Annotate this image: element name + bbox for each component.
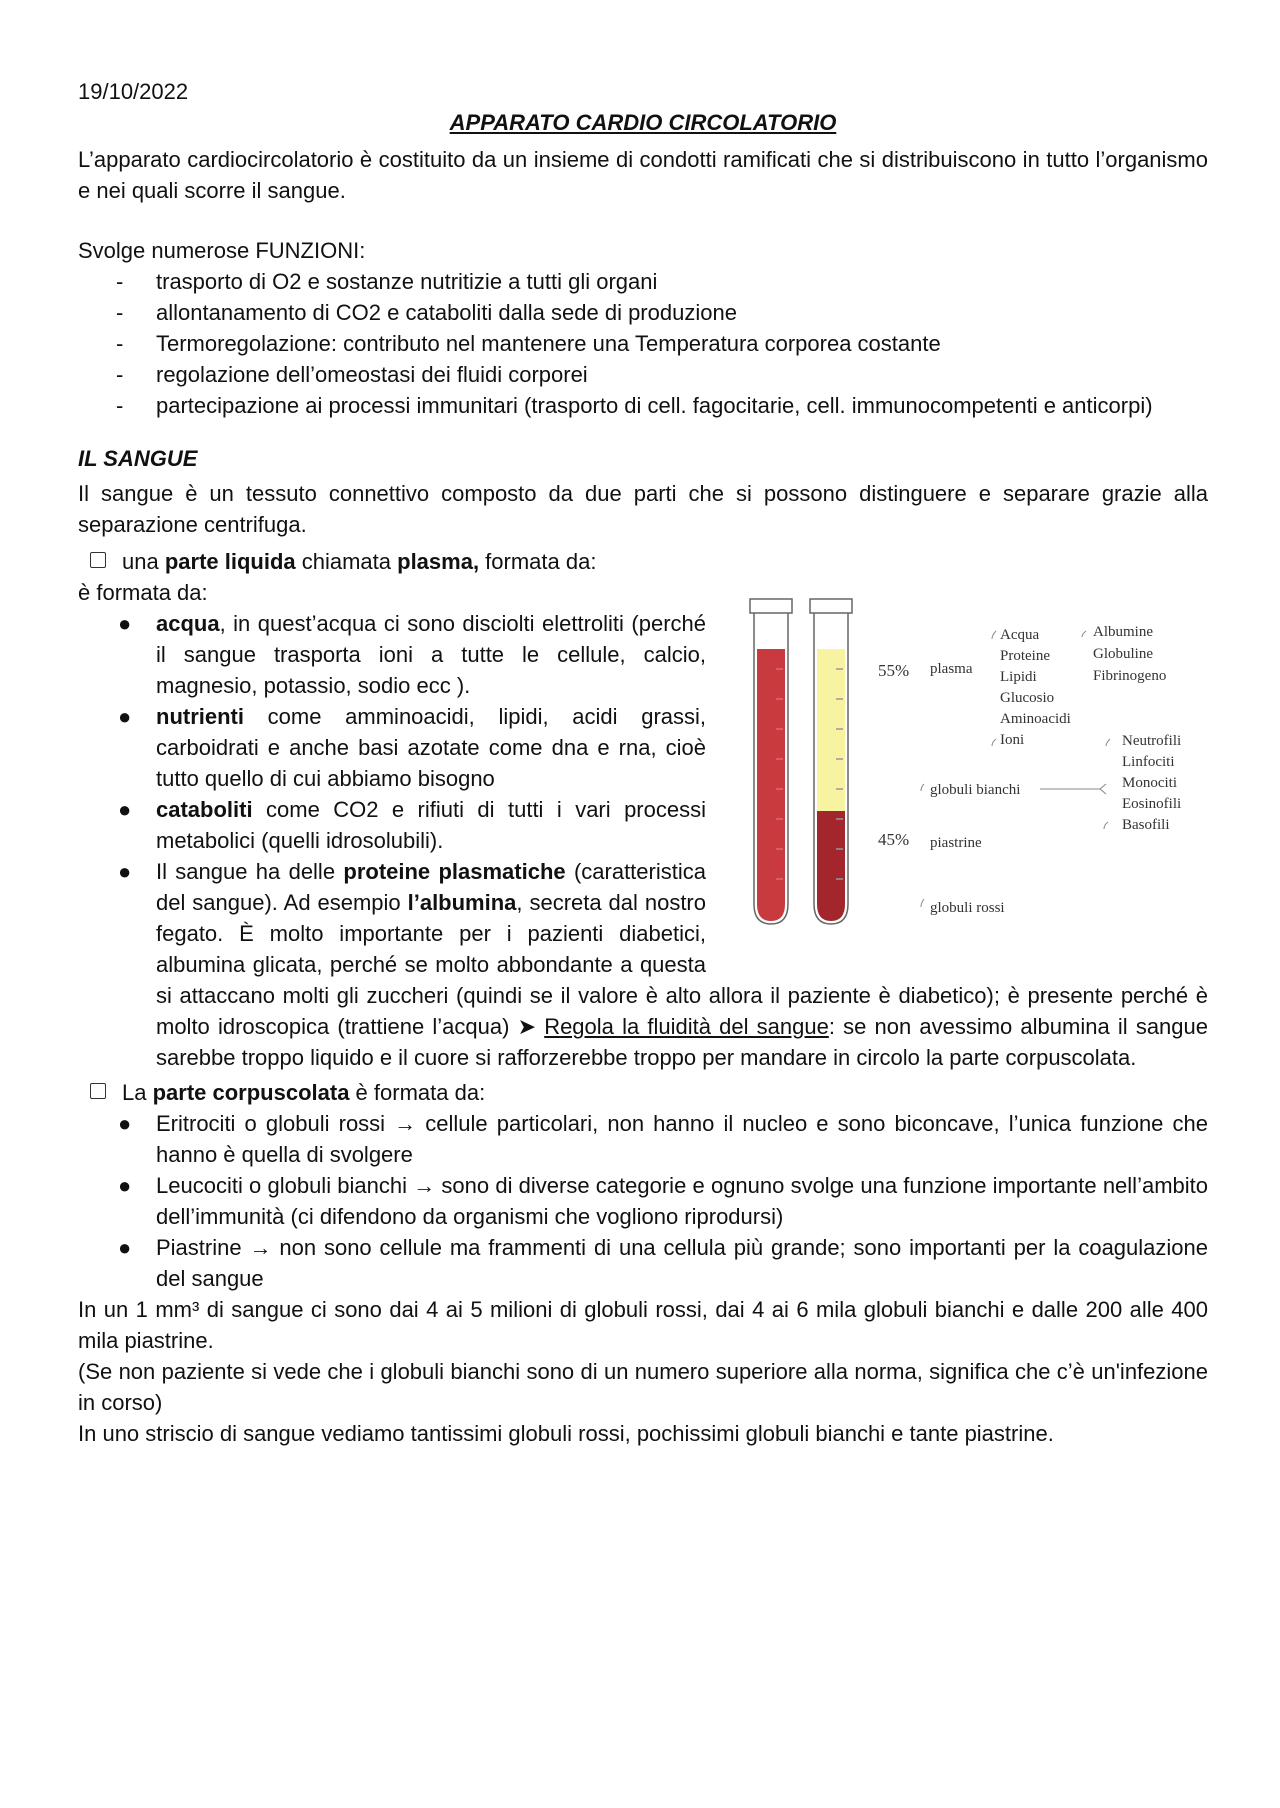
plasma-component: Proteine: [1000, 648, 1050, 664]
test-tube-left: [750, 599, 792, 924]
plasma-list: [78, 608, 706, 856]
protein-label: Fibrinogeno: [1093, 668, 1167, 684]
closing-paragraph: In uno striscio di sangue vediamo tantissimi globuli rossi, pochissimi globuli bianchi e tante piastrine.: [78, 1421, 1054, 1446]
function-item: - regolazione dell’omeostasi dei fluidi corporei: [78, 359, 1208, 390]
function-item: - Termoregolazione: contributo nel mantenere una Temperatura corporea costante: [78, 328, 1208, 359]
plasma-component: Ioni: [1000, 732, 1025, 748]
plasma-fill: [817, 649, 845, 811]
pct-cells: 45%: [878, 830, 910, 849]
corpuscolata-item: ● Eritrociti o globuli rossi → cellule particolari, non hanno il nucleo e sono biconcave, l’unica funzione che hanno è quella di svolgere: [118, 1111, 1208, 1167]
formata-label: è formata da:: [78, 580, 208, 605]
plasma-label: plasma: [930, 661, 973, 677]
blood-fill: [757, 649, 785, 921]
protein-label: Albumine: [1093, 624, 1153, 640]
piastrine-label: piastrine: [930, 835, 982, 851]
intro-paragraph: L’apparato cardiocircolatorio è costituito da un insieme di condotti ramificati che si distribuiscono in tutto l’organismo e nei quali scorre il sangue.: [78, 147, 1208, 203]
corpuscolata-item: ● Leucociti o globuli bianchi → sono di diverse categorie e ognuno svolge una funzione importante nell’ambito dell’immunità (ci difendono da organismi che vogliono riprodursi): [118, 1173, 1208, 1229]
function-item: - allontanamento di CO2 e cataboliti dalla sede di produzione: [78, 297, 1208, 328]
leucocyte-label: Linfociti: [1122, 754, 1175, 770]
document-date: 19/10/2022: [78, 79, 189, 104]
functions-list: [78, 266, 1208, 421]
plasma-item: ● cataboliti come CO2 e rifiuti di tutti i vari processi metabolici (quelli idrosolubili).: [118, 797, 706, 853]
plasma-section: [78, 577, 1208, 1073]
corpuscolata-list: [78, 1108, 1208, 1294]
functions-heading: Svolge numerose FUNZIONI:: [78, 238, 366, 263]
checkbox-icon[interactable]: [90, 552, 106, 568]
checkbox-icon[interactable]: [90, 1083, 106, 1099]
proteine-item: ● Il sangue ha delle proteine plasmatiche (caratteristica del sangue). Ad esempio l’albumina, secreta dal nostro fegato. È molto importante per i pazienti diabetici, albumina glicata, perché se molto abbondante a questa si attaccano molti gli zuccheri (quindi se il valore è alto allora il paziente è diabetico); è presente perché è molto idroscopica (trattiene l’acqua) ➤ Regola la fluidità del sangue: se non avessimo albumina il sangue sarebbe troppo liquido e il cuore si rafforzerebbe troppo per mandare in circolo la parte corpuscolata.: [118, 859, 1208, 1070]
plasma-check-line: una parte liquida chiamata plasma, formata da:: [78, 546, 1208, 577]
leucocyte-label: Monociti: [1122, 775, 1177, 791]
document-title: APPARATO CARDIO CIRCOLATORIO: [449, 110, 837, 135]
closing-paragraph: (Se non paziente si vede che i globuli bianchi sono di un numero superiore alla norma, significa che c’è un'infezione in corso): [78, 1359, 1208, 1415]
plasma-component: Aminoacidi: [1000, 711, 1071, 727]
function-item: - trasporto di O2 e sostanze nutritizie a tutti gli organi: [78, 266, 1208, 297]
corpuscolata-check-line: La parte corpuscolata è formata da:: [78, 1077, 1208, 1108]
leucocyte-label: Neutrofili: [1122, 733, 1182, 749]
corpuscolata-item: ● Piastrine → non sono cellule ma frammenti di una cellula più grande; sono importanti per la coagulazione del sangue: [118, 1235, 1208, 1291]
leucocyte-label: Basofili: [1122, 817, 1170, 833]
section-heading-sangue: IL SANGUE: [78, 446, 198, 471]
cells-fill: [817, 811, 845, 921]
plasma-component: Glucosio: [1000, 690, 1055, 706]
protein-label: Globuline: [1093, 646, 1153, 662]
globuli-bianchi-label: globuli bianchi: [930, 782, 1021, 798]
closing-paragraph: In un 1 mm³ di sangue ci sono dai 4 ai 5 milioni di globuli rossi, dai 4 ai 6 mila globuli bianchi e dalle 200 alle 400 mila piastrine.: [78, 1297, 1208, 1353]
sangue-intro: Il sangue è un tessuto connettivo composto da due parti che si possono distinguere e separare grazie alla separazione centrifuga.: [78, 481, 1208, 537]
test-tube-right: [810, 599, 852, 924]
leucocyte-label: Eosinofili: [1122, 796, 1182, 812]
plasma-item: ● acqua, in quest’acqua ci sono disciolti elettroliti (perché il sangue trasporta ioni a tutte le cellule, calcio, magnesio, potassio, sodio ecc ).: [118, 611, 706, 698]
globuli-rossi-label: globuli rossi: [930, 900, 1005, 916]
function-item: - partecipazione ai processi immunitari (trasporto di cell. fagocitarie, cell. immunocompetenti e anticorpi): [78, 390, 1208, 421]
plasma-component: Lipidi: [1000, 669, 1037, 685]
plasma-component: Acqua: [1000, 627, 1040, 643]
pct-plasma: 55%: [878, 661, 910, 680]
plasma-item: ● nutrienti come amminoacidi, lipidi, acidi grassi, carboidrati e anche basi azotate come dna e rna, cioè tutto quello di cui abbiamo bisogno: [118, 704, 706, 791]
document-page: [78, 76, 1208, 1449]
blood-composition-figure: [730, 579, 1210, 949]
